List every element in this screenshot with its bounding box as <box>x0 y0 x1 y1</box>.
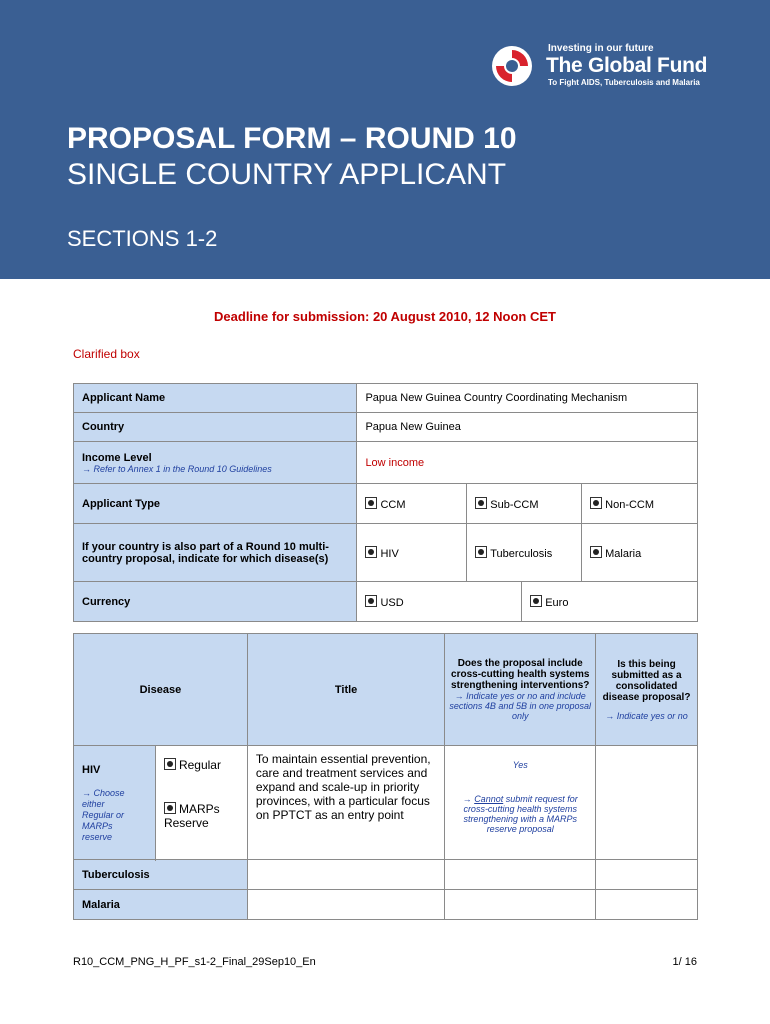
income-level-note: → Refer to Annex 1 in the Round 10 Guidelines <box>82 463 272 474</box>
page-subtitle: SINGLE COUNTRY APPLICANT <box>67 158 507 191</box>
malaria-title[interactable] <box>247 890 445 920</box>
hiv-cell <box>74 746 156 860</box>
applicant-type-label: Applicant Type <box>74 484 357 524</box>
multi-option-malaria-label: Malaria <box>605 547 642 560</box>
malaria-consolidated[interactable] <box>596 890 698 920</box>
col-disease-header: Disease <box>74 634 248 746</box>
currency-option-euro[interactable] <box>522 582 698 622</box>
col-consolidated-note: → Indicate yes or no <box>605 710 688 721</box>
deadline-notice: Deadline for submission: 20 August 2010, 12 Noon CET <box>214 309 556 324</box>
option-regular[interactable] <box>164 758 239 772</box>
option-marps[interactable] <box>164 802 239 830</box>
applicant-table <box>73 383 698 622</box>
global-fund-logo-icon <box>490 44 538 88</box>
hiv-title[interactable]: To maintain essential prevention, care and treatment services and expand and scale-up in priority provinces, with a particular focus on PPTCT as an entry point <box>247 746 445 860</box>
multi-option-hiv[interactable] <box>357 524 467 582</box>
malaria-hss[interactable] <box>445 890 596 920</box>
country-value[interactable]: Papua New Guinea <box>357 413 698 442</box>
malaria-label: Malaria <box>74 890 248 920</box>
document-id: R10_CCM_PNG_H_PF_s1-2_Final_29Sep10_En <box>73 956 316 968</box>
type-option-sub-ccm[interactable] <box>467 484 582 524</box>
currency-label: Currency <box>74 582 357 622</box>
logo-name: The Global Fund <box>546 54 708 77</box>
checkbox-icon[interactable] <box>590 497 602 509</box>
hiv-hss-cell <box>445 746 596 860</box>
checkbox-icon[interactable] <box>530 595 542 607</box>
currency-option-usd-label: USD <box>380 596 404 609</box>
col-title-header: Title <box>247 634 445 746</box>
sections-label: SECTIONS 1-2 <box>67 226 218 251</box>
option-regular-label: Regular <box>178 758 221 772</box>
global-fund-logo <box>490 40 760 90</box>
multi-option-malaria[interactable] <box>582 524 698 582</box>
option-marps-label: MARPs Reserve <box>163 802 220 830</box>
country-label: Country <box>74 413 357 442</box>
checkbox-icon[interactable] <box>365 595 377 607</box>
checkbox-icon[interactable] <box>475 497 487 509</box>
col-hss-header <box>445 634 596 746</box>
page-title: PROPOSAL FORM – ROUND 10 <box>67 122 517 155</box>
applicant-name-value[interactable]: Papua New Guinea Country Coordinating Mechanism <box>357 384 698 413</box>
hiv-hss-note-text: submit request for cross-cutting health systems strengthening with a MARPs reserve proposal <box>463 794 578 834</box>
tb-label: Tuberculosis <box>74 860 248 890</box>
logo-subtitle: To Fight AIDS, Tuberculosis and Malaria <box>548 78 700 87</box>
currency-option-usd[interactable] <box>357 582 522 622</box>
hiv-options[interactable] <box>155 746 247 860</box>
tb-title[interactable] <box>247 860 445 890</box>
currency-option-euro-label: Euro <box>545 596 569 609</box>
logo-tagline: Investing in our future <box>548 43 654 54</box>
checkbox-icon[interactable] <box>365 546 377 558</box>
multi-option-tb-label: Tuberculosis <box>490 547 553 560</box>
multi-option-tb[interactable] <box>467 524 582 582</box>
multi-country-label: If your country is also part of a Round 10 multi-country proposal, indicate for which disease(s) <box>74 524 357 582</box>
applicant-name-label: Applicant Name <box>74 384 357 413</box>
hiv-label: HIV <box>82 764 101 776</box>
multi-option-hiv-label: HIV <box>380 547 399 560</box>
type-option-ccm-label: CCM <box>380 498 406 511</box>
cover-banner <box>0 0 770 279</box>
checkbox-icon[interactable] <box>475 546 487 558</box>
hiv-hss-note-cannot: Cannot <box>474 794 504 804</box>
type-option-non-ccm-label: Non-CCM <box>605 498 655 511</box>
hiv-note: → Choose either Regular or MARPs reserve <box>82 788 125 842</box>
col-hss-note: → Indicate yes or no and include sections 4B and 5B in one proposal only <box>449 691 592 721</box>
income-level-label: Income Level <box>82 451 152 464</box>
tb-consolidated[interactable] <box>596 860 698 890</box>
col-consolidated-header <box>596 634 698 746</box>
col-consolidated-question: Is this being submitted as a consolidated disease proposal? <box>602 658 691 703</box>
checkbox-icon[interactable] <box>365 497 377 509</box>
hiv-consolidated-cell[interactable] <box>596 746 698 860</box>
page-number: 1/ 16 <box>672 956 697 968</box>
disease-table <box>73 633 698 920</box>
col-hss-question: Does the proposal include cross-cutting health systems strengthening interventions? <box>451 658 590 691</box>
tb-hss[interactable] <box>445 860 596 890</box>
income-level-cell <box>74 442 357 484</box>
checkbox-icon[interactable] <box>164 802 176 814</box>
type-option-ccm[interactable] <box>357 484 467 524</box>
checkbox-icon[interactable] <box>590 546 602 558</box>
clarified-box-label: Clarified box <box>73 347 140 361</box>
type-option-non-ccm[interactable] <box>582 484 698 524</box>
type-option-sub-ccm-label: Sub-CCM <box>490 498 539 511</box>
hiv-hss-note: → Cannot submit request for cross-cutting health systems strengthening with a MARPs reserve proposal <box>462 794 578 834</box>
income-level-value[interactable]: Low income <box>357 442 698 484</box>
checkbox-icon[interactable] <box>164 758 176 770</box>
hiv-hss-value[interactable]: Yes <box>512 760 528 770</box>
